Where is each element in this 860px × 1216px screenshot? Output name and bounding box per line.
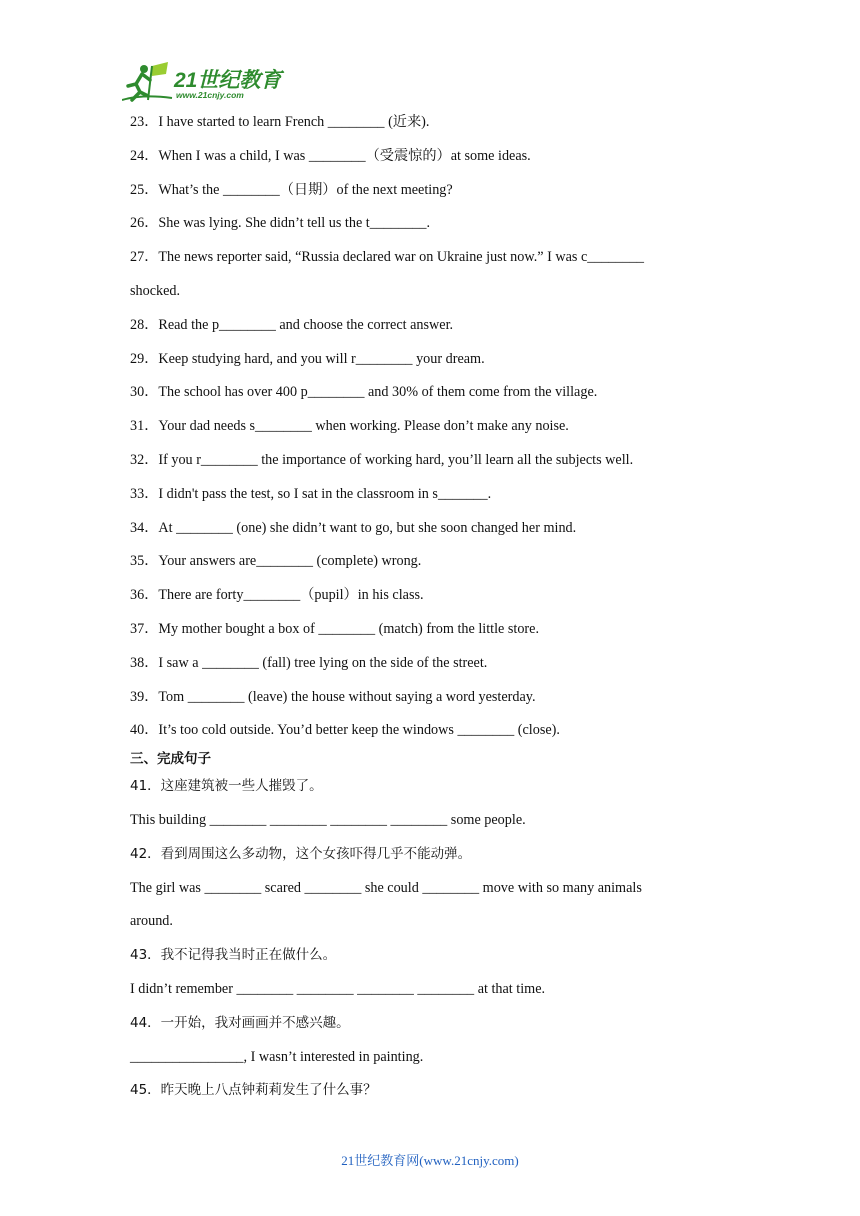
- question-line: 33．I didn't pass the test, so I sat in the classroom in s_______.: [130, 485, 492, 502]
- question-line: 42．看到周围这么多动物，这个女孩吓得几乎不能动弹。: [130, 845, 472, 862]
- question-line: 32．If you r________ the importance of working hard, you’ll learn all the subjects well.: [130, 451, 634, 468]
- question-line: ________________, I wasn’t interested in painting.: [130, 1048, 424, 1065]
- question-line: 23．I have started to learn French ________ (近来).: [130, 114, 430, 130]
- question-line: around.: [130, 913, 173, 930]
- question-line: 39．Tom ________ (leave) the house without saying a word yesterday.: [130, 688, 536, 705]
- logo: [122, 60, 292, 104]
- runner-flag-logo-icon: [122, 60, 178, 104]
- question-line: 24．When I was a child, I was ________（受震惊的）at some ideas.: [130, 147, 531, 164]
- question-line: 40．It’s too cold outside. You’d better keep the windows ________ (close).: [130, 722, 560, 739]
- question-line: I didn’t remember ________ ________ ________ ________ at that time.: [130, 980, 546, 997]
- question-line: 34．At ________ (one) she didn’t want to go, but she soon changed her mind.: [130, 519, 577, 536]
- question-line: 38．I saw a ________ (fall) tree lying on the side of the street.: [130, 654, 488, 671]
- question-line: 35．Your answers are________ (complete) wrong.: [130, 553, 422, 570]
- question-line: 30．The school has over 400 p________ and 30% of them come from the village.: [130, 384, 598, 401]
- question-line: 45．昨天晚上八点钟莉莉发生了什么事？: [130, 1082, 377, 1099]
- question-line: 29．Keep studying hard, and you will r________ your dream.: [130, 350, 485, 367]
- question-line: 27．The news reporter said, “Russia declared war on Ukraine just now.” I was c________: [130, 249, 645, 266]
- page-footer: 21世纪教育网(www.21cnjy.com): [341, 1153, 519, 1168]
- question-list: [130, 106, 730, 1108]
- question-line: 31．Your dad needs s________ when working. Please don’t make any noise.: [130, 418, 569, 435]
- question-line: This building ________ ________ ________ ________ some people.: [130, 811, 526, 828]
- question-line: 37．My mother bought a box of ________ (match) from the little store.: [130, 620, 539, 637]
- question-line: 28．Read the p________ and choose the correct answer.: [130, 316, 454, 333]
- logo-brand: 21世纪教育: [174, 69, 282, 92]
- question-line: 26．She was lying. She didn’t tell us the t________.: [130, 215, 431, 232]
- logo-url: www.21cnjy.com: [176, 90, 244, 100]
- question-line: 44．一开始，我对画画并不感兴趣。: [130, 1014, 350, 1031]
- question-line: 41．这座建筑被一些人摧毁了。: [130, 778, 323, 795]
- question-line: shocked.: [130, 282, 181, 299]
- question-line: 36．There are forty________（pupil）in his class.: [130, 587, 424, 604]
- question-line: 43．我不记得我当时正在做什么。: [130, 947, 337, 964]
- section-heading: 三、完成句子: [130, 751, 211, 768]
- question-line: 25．What’s the ________（日期）of the next meeting?: [130, 181, 453, 198]
- question-line: The girl was ________ scared ________ she could ________ move with so many animals: [130, 879, 642, 896]
